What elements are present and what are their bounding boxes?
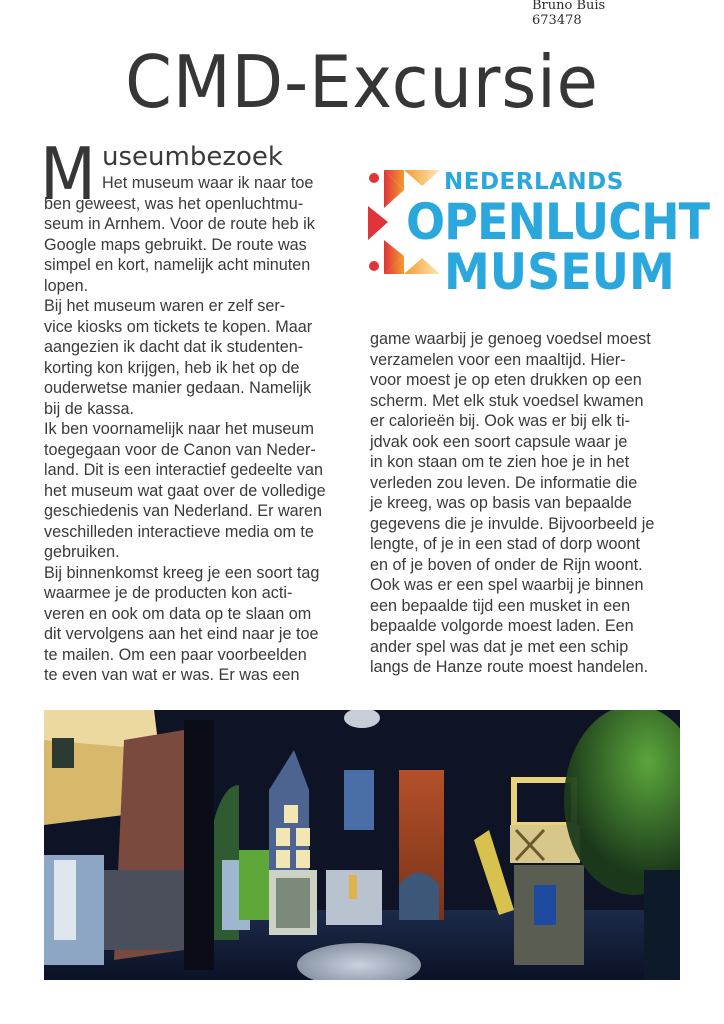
text-line: bepaalde volgorde moest laden. Een	[370, 617, 634, 635]
text-line: het museum wat gaat over de volledige	[44, 481, 326, 500]
photo-illustration	[44, 710, 680, 980]
student-number: 673478	[532, 13, 582, 28]
section-heading: useumbezoek	[102, 142, 283, 172]
drop-cap: M	[40, 132, 96, 216]
text-line: Ook was er een spel waarbij je binnen	[370, 576, 644, 594]
text-line: gebruiken.	[44, 543, 120, 561]
article-column-left	[44, 173, 364, 686]
text-line: aangezien ik dacht dat ik studenten-	[44, 338, 304, 356]
text-line: ouderwetse manier gedaan. Namelijk	[44, 379, 312, 397]
text-line: geschiedenis van Nederland. Er waren	[44, 502, 323, 520]
text-line: vice kiosks om tickets te kopen. Maar	[44, 317, 313, 336]
text-line: te mailen. Om een paar voorbeelden	[44, 645, 307, 664]
author-block	[532, 0, 605, 28]
text-line: langs de Hanze route moest handelen.	[370, 658, 649, 676]
text-line: scherm. Met elk stuk voedsel kwamen	[370, 391, 644, 410]
text-line: Bij het museum waren er zelf ser-	[44, 297, 286, 315]
text-line: seum in Arnhem. Voor de route heb ik	[44, 215, 315, 233]
text-line: Google maps gebruikt. De route was	[44, 235, 307, 254]
text-line: bij de kassa.	[44, 399, 134, 418]
text-line: game waarbij je genoeg voedsel moest	[370, 330, 651, 348]
article-column-right	[370, 329, 690, 678]
logo-line-openlucht: OPENLUCHT	[406, 193, 710, 251]
text-line: te even van wat er was. Er was een	[44, 666, 300, 684]
text-line: lopen.	[44, 276, 89, 295]
text-line: Ik ben voornamelijk naar het museum	[44, 420, 314, 438]
text-line: verleden zou leven. De informatie die	[370, 473, 638, 492]
text-line: je kreeg, was op basis van bepaalde	[370, 494, 632, 512]
logo-line-museum: MUSEUM	[444, 243, 675, 301]
text-line: lengte, of je in een stad of dorp woont	[370, 535, 640, 553]
logo-line-nederlands: NEDERLANDS	[444, 169, 624, 195]
text-line: jdvak ook een soort capsule waar je	[370, 432, 628, 451]
text-line: ben geweest, was het openluchtmu-	[44, 194, 304, 213]
text-line: en of je boven of onder de Rijn woont.	[370, 555, 643, 574]
text-line: voor moest je op eten drukken op een	[370, 371, 642, 389]
text-line: waarmee je de producten kon acti-	[44, 584, 293, 602]
text-line: veschilleden interactieve media om te	[44, 522, 314, 541]
text-line: Bij binnenkomst kreeg je een soort tag	[44, 563, 320, 582]
text-line: korting kon krijgen, heb ik het op de	[44, 358, 300, 377]
text-line: simpel en kort, namelijk acht minuten	[44, 256, 311, 274]
text-line: land. Dit is een interactief gedeelte van	[44, 461, 323, 479]
text-line: ander spel was dat je met een schip	[370, 637, 629, 656]
text-line: dit vervolgens aan het eind naar je toe	[44, 625, 319, 643]
text-line: er calorieën bij. Ook was er bij elk ti-	[370, 412, 630, 430]
text-line: toegegaan voor de Canon van Neder-	[44, 440, 316, 459]
text-line: in kon staan om te zien hoe je in het	[370, 453, 630, 471]
text-line: gegevens die je invulde. Bijvoorbeeld je	[370, 514, 655, 533]
text-line: Het museum waar ik naar toe	[102, 174, 314, 192]
text-line: een bepaalde tijd een musket in een	[370, 596, 631, 615]
text-line: veren en ook om data op te slaan om	[44, 604, 312, 623]
openluchtmuseum-logo	[368, 168, 710, 301]
text-line: verzamelen voor een maaltijd. Hier-	[370, 350, 626, 369]
author-name: Bruno Buis	[532, 0, 606, 13]
page-title: CMD-Excursie	[125, 40, 599, 124]
museum-interior-photo	[44, 710, 680, 980]
